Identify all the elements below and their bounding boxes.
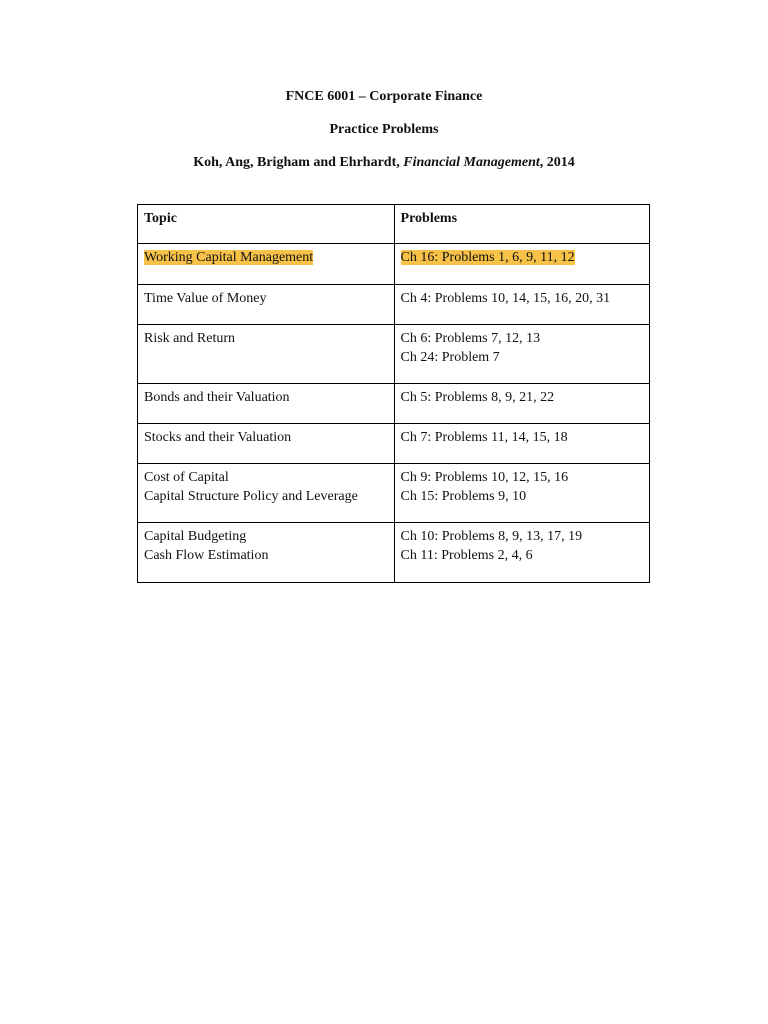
topic-cell: [138, 285, 395, 325]
table-row: [138, 464, 650, 523]
document-subtitle: Practice Problems: [329, 122, 439, 137]
topic-line: Capital Budgeting: [144, 529, 247, 544]
topic-cell: [138, 464, 395, 523]
table-row: [138, 424, 650, 464]
reference-authors: Koh, Ang, Brigham and Ehrhardt,: [193, 155, 404, 170]
topic-line: Risk and Return: [144, 331, 235, 346]
problems-line: Ch 6: Problems 7, 12, 13: [400, 331, 541, 346]
table-row: [138, 523, 650, 583]
table-row: [138, 325, 650, 384]
problems-line: Ch 24: Problem 7: [400, 350, 500, 365]
reference-year: , 2014: [539, 155, 575, 170]
topic-cell: [138, 244, 395, 285]
problems-line: Ch 16: Problems 1, 6, 9, 11, 12: [400, 250, 575, 265]
problems-cell: [394, 325, 649, 384]
column-header-topic: Topic: [138, 205, 395, 244]
practice-problems-table: [137, 204, 650, 583]
problems-cell: [394, 464, 649, 523]
problems-line: Ch 10: Problems 8, 9, 13, 17, 19: [400, 529, 583, 544]
problems-cell: [394, 384, 649, 424]
table-row: [138, 244, 650, 285]
topic-line: Bonds and their Valuation: [144, 390, 290, 405]
problems-line: Ch 9: Problems 10, 12, 15, 16: [400, 470, 569, 485]
topic-cell: [138, 424, 395, 464]
textbook-reference: [0, 154, 768, 172]
table-row: [138, 384, 650, 424]
problems-cell: [394, 523, 649, 583]
problems-cell: [394, 244, 649, 285]
topic-line: Time Value of Money: [144, 291, 267, 306]
problems-line: Ch 5: Problems 8, 9, 21, 22: [400, 390, 555, 405]
problems-line: Ch 7: Problems 11, 14, 15, 18: [400, 430, 568, 445]
topic-cell: [138, 384, 395, 424]
reference-book-title: Financial Management: [403, 155, 540, 170]
topic-line: Working Capital Management: [144, 250, 314, 265]
topic-line: Stocks and their Valuation: [144, 430, 292, 445]
topic-line: Cash Flow Estimation: [144, 548, 269, 563]
table-row: [138, 285, 650, 325]
table-header-row: [138, 205, 650, 244]
problems-line: Ch 11: Problems 2, 4, 6: [400, 548, 533, 563]
topic-cell: [138, 325, 395, 384]
topic-cell: [138, 523, 395, 583]
course-title: FNCE 6001 – Corporate Finance: [285, 89, 483, 104]
problems-cell: [394, 285, 649, 325]
problems-cell: [394, 424, 649, 464]
topic-line: Cost of Capital: [144, 470, 229, 485]
column-header-problems: Problems: [394, 205, 649, 244]
problems-line: Ch 4: Problems 10, 14, 15, 16, 20, 31: [400, 291, 611, 306]
topic-line: Capital Structure Policy and Leverage: [144, 489, 358, 504]
problems-line: Ch 15: Problems 9, 10: [400, 489, 527, 504]
